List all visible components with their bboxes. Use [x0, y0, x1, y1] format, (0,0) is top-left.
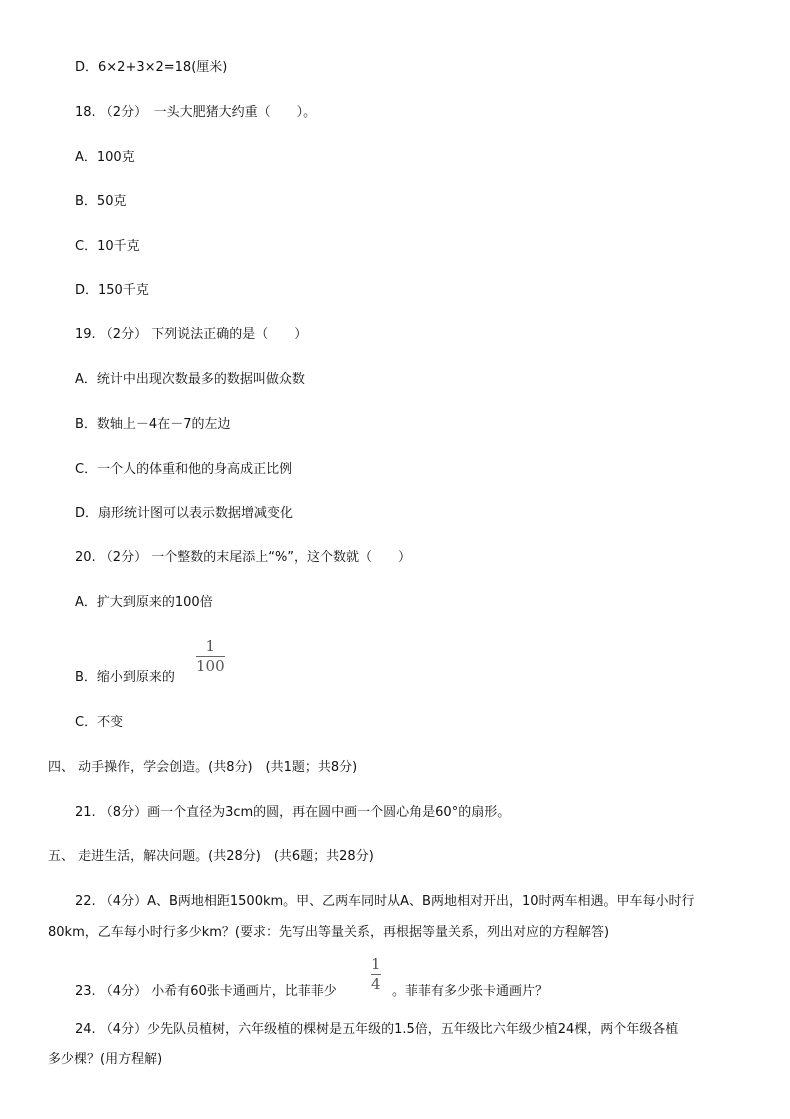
- q20-option-b: B．缩小到原来的: [75, 670, 175, 685]
- section5-title: 五、 走进生活，解决问题。(共28分) (共6题；共28分): [48, 849, 374, 864]
- q18-option-a: A．100克: [75, 150, 135, 165]
- fraction-numerator: 1: [371, 955, 381, 973]
- q19-option-c: C．一个人的体重和他的身高成正比例: [75, 462, 293, 477]
- q21-text: 21. （8分）画一个直径为3cm的圆，再在圆中画一个圆心角是60°的扇形。: [75, 805, 511, 820]
- q20-option-c: C．不变: [75, 715, 124, 730]
- q22-line2: 80km，乙车每小时行多少km？(要求：先写出等量关系，再根据等量关系，列出对应的方程解答): [48, 925, 610, 940]
- q17-option-d: D．6×2+3×2=18(厘米): [75, 60, 228, 75]
- q19-option-a: A．统计中出现次数最多的数据叫做众数: [75, 372, 305, 387]
- q20-option-a: A．扩大到原来的100倍: [75, 595, 213, 610]
- q24-line1: 24. （4分）少先队员植树，六年级植的棵树是五年级的1.5倍，五年级比六年级少植24棵，两个年级各植: [75, 1022, 679, 1037]
- q23-before: 23. （4分） 小希有60张卡通画片，比菲菲少: [75, 984, 337, 999]
- fraction-denominator: 4: [371, 975, 381, 993]
- q23-after: 。菲菲有多少张卡通画片？: [392, 984, 549, 999]
- q19-option-b: B．数轴上－4在－7的左边: [75, 417, 231, 432]
- q24-line2: 多少棵？(用方程解): [48, 1052, 163, 1067]
- q18-option-b: B．50克: [75, 194, 127, 209]
- q19-option-d: D．扇形统计图可以表示数据增减变化: [75, 506, 294, 521]
- q20-fraction: [196, 638, 225, 675]
- q18-option-d: D．150千克: [75, 283, 149, 298]
- q18-stem: 18. （2分） 一头大肥猪大约重（ ）。: [75, 105, 317, 120]
- q18-option-c: C．10千克: [75, 239, 140, 254]
- q19-stem: 19. （2分） 下列说法正确的是（ ）: [75, 327, 308, 342]
- section4-title: 四、 动手操作，学会创造。(共8分) (共1题；共8分): [48, 760, 358, 775]
- q20-stem: 20. （2分） 一个整数的末尾添上“%”，这个数就（ ）: [75, 550, 412, 565]
- q23-fraction: [371, 956, 381, 993]
- fraction-denominator: 100: [196, 657, 225, 675]
- q22-line1: 22. （4分）A、B两地相距1500km。甲、乙两车同时从A、B两地相对开出，10时两车相遇。甲车每小时行: [75, 894, 695, 909]
- fraction-numerator: 1: [205, 637, 216, 655]
